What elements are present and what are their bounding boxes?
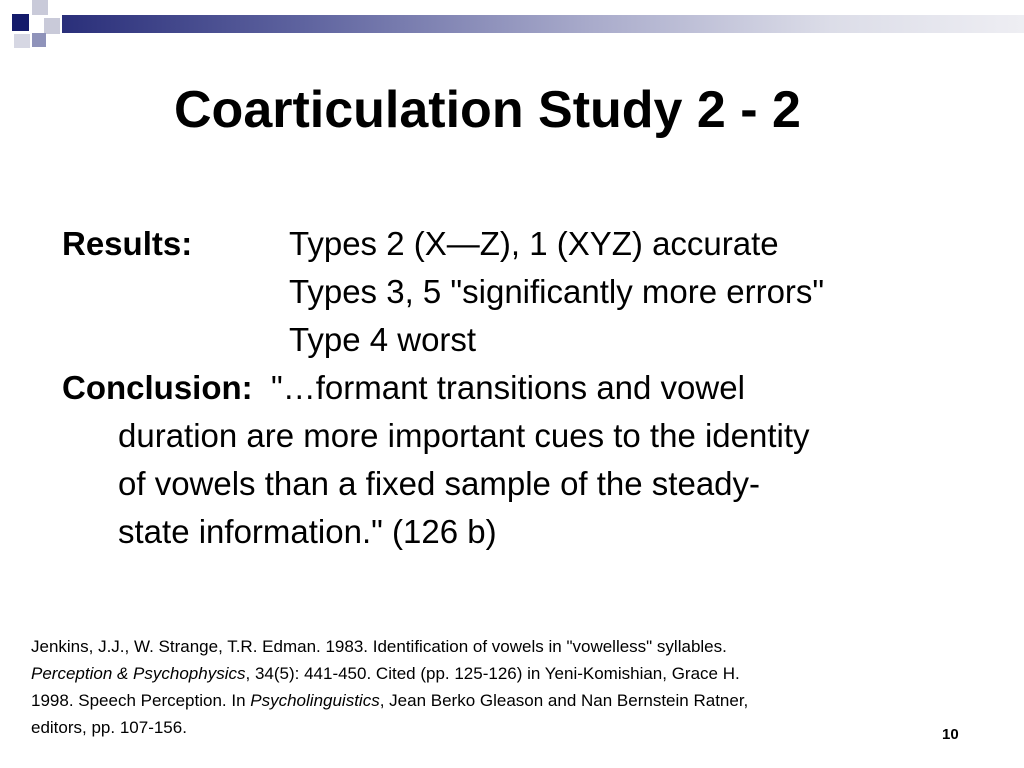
conclusion-first-line xyxy=(62,364,962,412)
results-line-1: Types 2 (X—Z), 1 (XYZ) accurate xyxy=(289,225,779,262)
decorative-square xyxy=(32,33,46,47)
results-line-3: Type 4 worst xyxy=(289,321,477,358)
conclusion-block xyxy=(62,364,962,556)
decorative-square xyxy=(12,14,29,31)
conclusion-line-2: duration are more important cues to the identity xyxy=(118,417,810,454)
reference-part-2: , 34(5): 441-450. Cited (pp. 125-126) in Yeni-Komishian, Grace H. xyxy=(245,664,740,683)
reference-part-4: , Jean Berko Gleason and Nan Bernstein Ratner, xyxy=(379,691,749,710)
decorative-square xyxy=(14,34,30,48)
decorative-square xyxy=(44,18,60,34)
conclusion-line-3: of vowels than a fixed sample of the steady- xyxy=(118,465,761,502)
conclusion-line-1: "…formant transitions and vowel xyxy=(271,369,745,406)
header-gradient-bar xyxy=(62,15,1024,33)
reference-part-3: 1998. Speech Perception. In xyxy=(31,691,251,710)
slide-title: Coarticulation Study 2 - 2 xyxy=(174,81,801,139)
reference-part-5: editors, pp. 107-156. xyxy=(31,718,187,737)
reference-part-1: Jenkins, J.J., W. Strange, T.R. Edman. 1983. Identification of vowels in "vowelless" syllables. xyxy=(31,637,727,656)
decorative-square xyxy=(32,0,48,15)
results-line-2: Types 3, 5 "significantly more errors" xyxy=(289,273,825,310)
conclusion-label: Conclusion: xyxy=(62,369,253,406)
reference-journal: Perception & Psychophysics xyxy=(31,664,246,683)
results-label: Results: xyxy=(62,225,193,262)
page-number: 10 xyxy=(942,726,959,743)
conclusion-line-4: state information." (126 b) xyxy=(118,513,497,550)
reference-citation xyxy=(31,633,1006,741)
reference-book: Psycholinguistics xyxy=(250,691,380,710)
